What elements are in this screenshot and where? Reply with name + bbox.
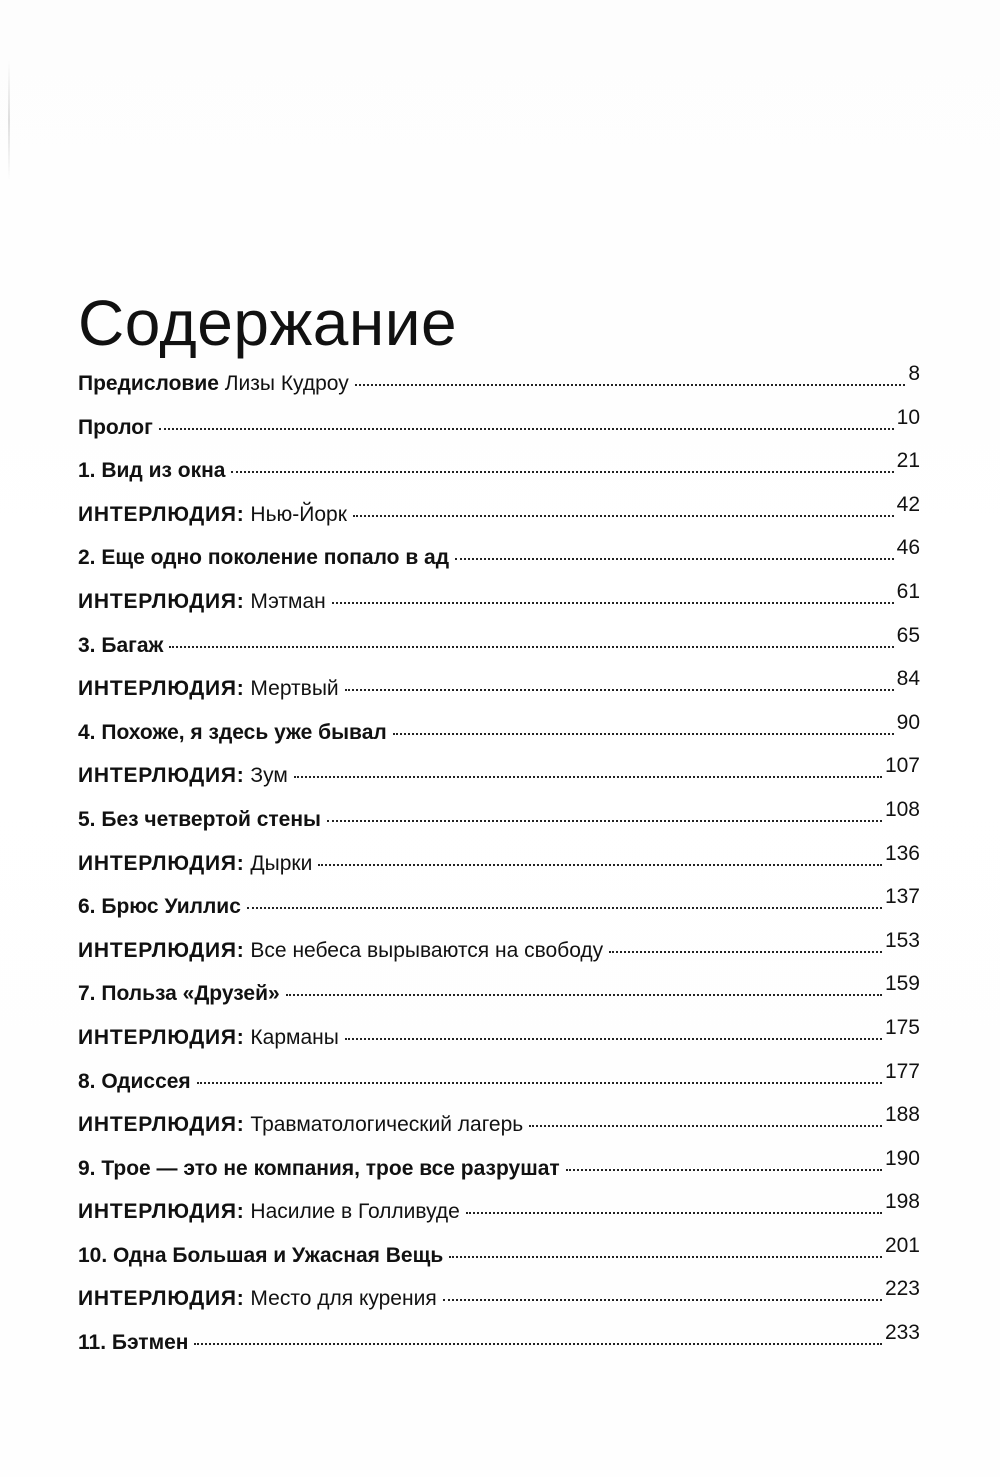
entry-page-number: 137 <box>884 885 920 909</box>
dot-leader <box>247 907 882 909</box>
entry-page-number: 42 <box>896 492 920 516</box>
page-edge-shadow <box>8 60 10 180</box>
entry-title: ИНТЕРЛЮДИЯ: <box>78 1113 245 1137</box>
entry-title: 2. Еще одно поколение попало в ад <box>78 546 450 570</box>
toc-entry-interlude <box>78 841 920 896</box>
entry-subtitle: Мэтман <box>244 589 326 613</box>
dot-leader <box>327 820 882 822</box>
entry-subtitle: Место для курения <box>244 1287 437 1311</box>
entry-title: 5. Без четвертой стены <box>78 807 321 831</box>
dot-leader <box>159 428 894 430</box>
entry-title: ИНТЕРЛЮДИЯ: <box>78 677 245 701</box>
entry-title: Пролог <box>78 415 153 439</box>
toc-entry-chapter-1 <box>78 449 920 503</box>
entry-subtitle: Дырки <box>244 851 313 875</box>
dot-leader <box>455 558 894 560</box>
dot-leader <box>353 515 894 517</box>
entry-page-number: 233 <box>884 1321 920 1345</box>
entry-title: ИНТЕРЛЮДИЯ: <box>78 1025 245 1049</box>
entry-subtitle: Насилие в Голливуде <box>244 1200 460 1224</box>
table-of-contents <box>78 362 920 1375</box>
entry-page-number: 108 <box>884 797 920 821</box>
dot-leader <box>466 1212 882 1214</box>
toc-entry-chapter-4 <box>78 710 920 765</box>
dot-leader <box>443 1299 882 1301</box>
entry-page-number: 153 <box>884 928 920 952</box>
entry-page-number: 10 <box>896 405 920 429</box>
entry-title: 1. Вид из окна <box>78 459 226 483</box>
entry-page-number: 223 <box>884 1277 920 1301</box>
entry-title: 11. Бэтмен <box>78 1331 189 1355</box>
dot-leader <box>194 1343 881 1345</box>
toc-entry-chapter-3 <box>78 623 920 678</box>
entry-title: 10. Одна Большая и Ужасная Вещь <box>78 1243 444 1267</box>
entry-title: 6. Брюс Уиллис <box>78 895 241 919</box>
toc-entry-interlude <box>78 492 920 547</box>
entry-title: ИНТЕРЛЮДИЯ: <box>78 1287 245 1311</box>
entry-page-number: 175 <box>884 1015 920 1039</box>
entry-page-number: 84 <box>896 667 920 691</box>
dot-leader <box>345 1038 882 1040</box>
entry-title: ИНТЕРЛЮДИЯ: <box>78 938 245 962</box>
toc-entry-interlude <box>78 1277 920 1331</box>
entry-title: 3. Багаж <box>78 633 164 657</box>
entry-page-number: 190 <box>884 1146 920 1170</box>
entry-page-number: 177 <box>884 1059 920 1083</box>
entry-title: Предисловие <box>78 372 219 395</box>
toc-entry-interlude <box>78 1103 920 1157</box>
dot-leader <box>449 1256 882 1258</box>
dot-leader <box>355 384 906 386</box>
toc-entry-chapter-2 <box>78 536 920 590</box>
entry-page-number: 107 <box>884 754 920 778</box>
toc-entry-chapter-5 <box>78 797 920 852</box>
entry-title: 7. Польза «Друзей» <box>78 982 280 1006</box>
toc-entry-interlude <box>78 1015 920 1070</box>
toc-entry-interlude <box>78 754 920 808</box>
toc-entry-interlude <box>78 1190 920 1244</box>
dot-leader <box>294 776 882 778</box>
dot-leader <box>169 646 893 648</box>
entry-page-number: 21 <box>896 449 920 473</box>
entry-page-number: 46 <box>896 536 920 560</box>
entry-title: ИНТЕРЛЮДИЯ: <box>78 502 245 526</box>
dot-leader <box>609 951 882 953</box>
entry-title: ИНТЕРЛЮДИЯ: <box>78 851 245 875</box>
entry-page-number: 159 <box>884 972 920 996</box>
dot-leader <box>345 689 894 691</box>
entry-subtitle: Травматологический лагерь <box>244 1113 524 1137</box>
toc-entry-chapter-11 <box>78 1321 920 1375</box>
entry-page-number: 136 <box>884 841 920 865</box>
toc-entry-chapter-9 <box>78 1146 920 1201</box>
entry-subtitle: Зум <box>244 764 288 788</box>
toc-entry-preface <box>78 362 920 416</box>
dot-leader <box>566 1169 882 1171</box>
dot-leader <box>529 1125 882 1127</box>
entry-subtitle: Все небеса вырываются на свободу <box>244 938 604 962</box>
entry-title: 8. Одиссея <box>78 1069 191 1093</box>
entry-page-number: 201 <box>884 1233 920 1257</box>
entry-page-number: 65 <box>896 623 920 647</box>
toc-entry-interlude <box>78 667 920 721</box>
entry-page-number: 198 <box>884 1190 920 1214</box>
dot-leader <box>197 1082 882 1084</box>
entry-page-number: 8 <box>908 362 920 385</box>
entry-title: ИНТЕРЛЮДИЯ: <box>78 764 245 788</box>
entry-page-number: 90 <box>896 710 920 734</box>
toc-entry-chapter-8 <box>78 1059 920 1114</box>
dot-leader <box>318 864 882 866</box>
toc-entry-interlude <box>78 579 920 634</box>
entry-subtitle: Лизы Кудроу <box>218 372 349 395</box>
entry-subtitle: Нью-Йорк <box>244 502 347 526</box>
dot-leader <box>286 994 882 996</box>
page-title: Содержание <box>78 286 458 359</box>
dot-leader <box>393 733 894 735</box>
dot-leader <box>332 602 894 604</box>
toc-entry-chapter-7 <box>78 972 920 1026</box>
entry-subtitle: Мертвый <box>244 677 339 701</box>
dot-leader <box>231 471 893 473</box>
entry-title: ИНТЕРЛЮДИЯ: <box>78 1200 245 1224</box>
entry-page-number: 188 <box>884 1103 920 1127</box>
entry-subtitle: Карманы <box>244 1025 339 1049</box>
entry-title: 4. Похоже, я здесь уже бывал <box>78 720 387 744</box>
toc-entry-interlude <box>78 928 920 983</box>
toc-entry-chapter-10 <box>78 1233 920 1288</box>
toc-entry-prologue <box>78 405 920 460</box>
entry-page-number: 61 <box>896 579 920 603</box>
entry-title: 9. Трое — это не компания, трое все разрушат <box>78 1156 560 1180</box>
entry-title: ИНТЕРЛЮДИЯ: <box>78 589 245 613</box>
toc-entry-chapter-6 <box>78 885 920 939</box>
